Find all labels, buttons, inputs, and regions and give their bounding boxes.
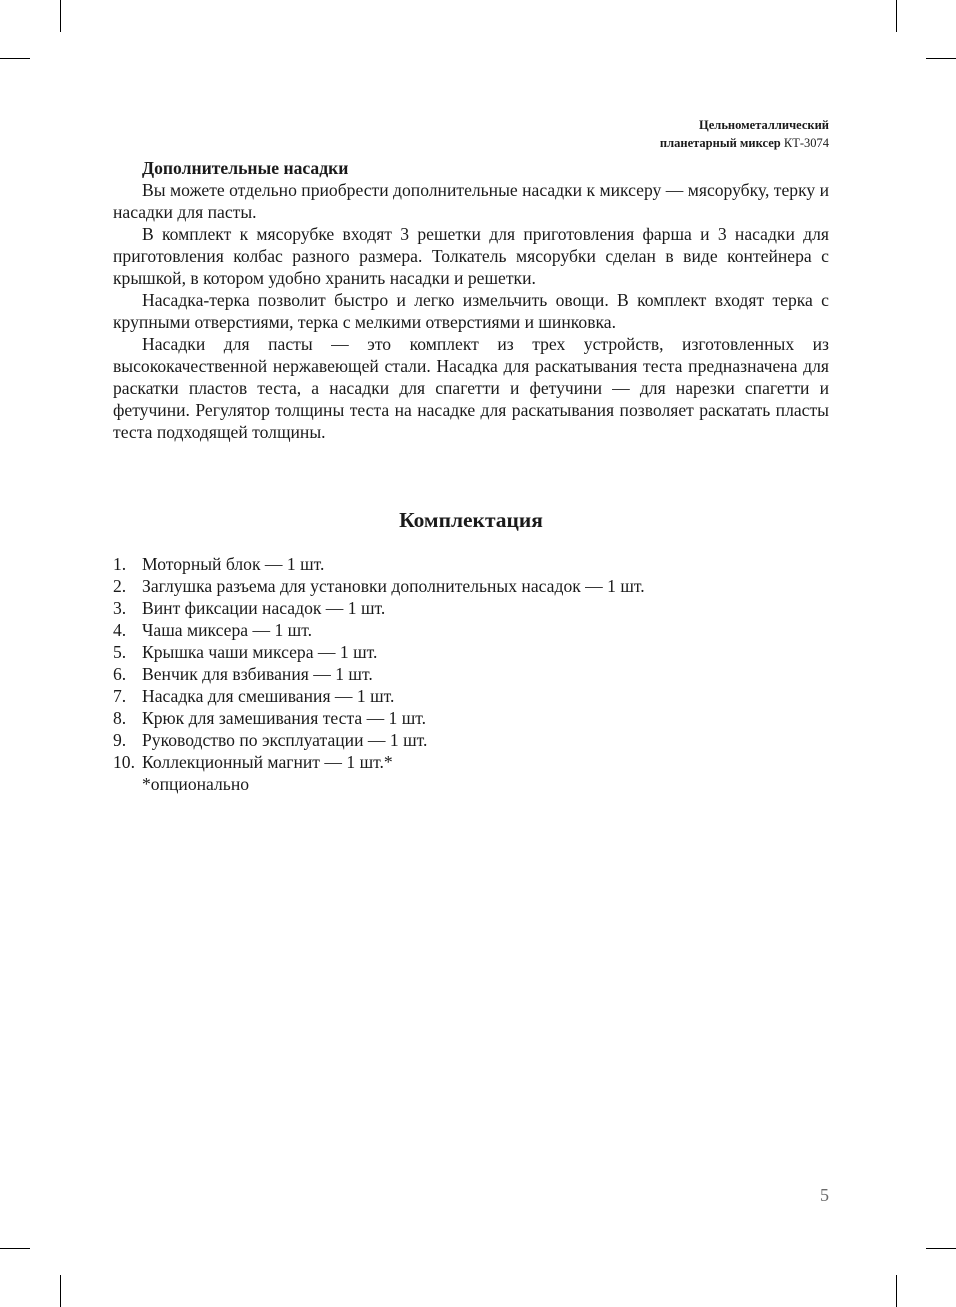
kit-list-item [113, 729, 829, 751]
kit-list [113, 553, 829, 773]
header-model: КТ-3074 [783, 136, 829, 150]
kit-item-number: 10. [113, 752, 135, 772]
page-number: 5 [820, 1185, 829, 1205]
crop-mark-bottom-left-vertical [60, 1275, 61, 1307]
kit-item-text: Винт фиксации насадок — 1 шт. [142, 598, 386, 618]
kit-list-item [113, 619, 829, 641]
kit-item-text: Крышка чаши миксера — 1 шт. [142, 642, 378, 662]
kit-list-item [113, 553, 829, 575]
attachments-paragraph: Вы можете отдельно приобрести дополнительные насадки к миксеру — мясорубку, терку и насадки для пасты. [113, 180, 829, 222]
kit-item-number: 4. [113, 620, 127, 640]
attachments-paragraph: В комплект к мясорубке входят 3 решетки для приготовления фарша и 3 насадки для приготовления колбас разного размера. Толкатель мясорубки сделан в виде контейнера с крышкой, в котором удобно хранить насадки и решетки. [113, 224, 829, 288]
kit-footnote: *опционально [142, 774, 250, 794]
kit-list-item [113, 663, 829, 685]
kit-list-item [113, 575, 829, 597]
kit-item-number: 1. [113, 554, 127, 574]
kit-item-text: Крюк для замешивания теста — 1 шт. [142, 708, 427, 728]
kit-item-text: Насадка для смешивания — 1 шт. [142, 686, 395, 706]
kit-item-text: Венчик для взбивания — 1 шт. [142, 664, 373, 684]
kit-item-number: 6. [113, 664, 127, 684]
kit-item-text: Коллекционный магнит — 1 шт.* [142, 752, 393, 772]
crop-mark-top-left-horizontal [0, 58, 30, 59]
kit-list-item [113, 685, 829, 707]
attachments-paragraph: Насадка-терка позволит быстро и легко измельчить овощи. В комплект входят терка с крупными отверстиями, терка с мелкими отверстиями и шинковка. [113, 290, 829, 332]
attachments-paragraph: Насадки для пасты — это комплект из трех устройств, изготовленных из высококачественной нержавеющей стали. Насадка для раскатывания теста предназначена для раскатки пластов теста, а насадки для спагетти и фетучини — для нарезки спагетти и фетучини. Регулятор толщины теста на насадке для раскатывания позволяет раскатать пласты теста подходящей толщины. [113, 334, 829, 442]
kit-item-number: 8. [113, 708, 127, 728]
kit-list-item [113, 751, 829, 773]
kit-section-title: Комплектация [399, 508, 543, 532]
crop-mark-top-left-vertical [60, 0, 61, 32]
running-header [660, 116, 829, 152]
kit-list-item [113, 597, 829, 619]
kit-list-item [113, 707, 829, 729]
kit-item-number: 3. [113, 598, 127, 618]
kit-list-item [113, 641, 829, 663]
kit-item-text: Моторный блок — 1 шт. [142, 554, 325, 574]
kit-item-number: 7. [113, 686, 127, 706]
attachments-heading: Дополнительные насадки [142, 158, 349, 178]
attachments-section [113, 157, 829, 443]
crop-mark-bottom-left-horizontal [0, 1248, 30, 1249]
kit-item-number: 9. [113, 730, 127, 750]
header-line-2 [660, 134, 829, 152]
crop-mark-top-right-vertical [896, 0, 897, 32]
crop-mark-top-right-horizontal [926, 58, 956, 59]
kit-item-text: Руководство по эксплуатации — 1 шт. [142, 730, 428, 750]
kit-item-number: 5. [113, 642, 127, 662]
header-product-name: планетарный миксер [659, 136, 781, 150]
kit-item-text: Заглушка разъема для установки дополнительных насадок — 1 шт. [142, 576, 645, 596]
crop-mark-bottom-right-horizontal [926, 1248, 956, 1249]
kit-item-number: 2. [113, 576, 127, 596]
crop-mark-bottom-right-vertical [896, 1275, 897, 1307]
header-line-1: Цельнометаллический [699, 118, 829, 132]
kit-item-text: Чаша миксера — 1 шт. [142, 620, 312, 640]
